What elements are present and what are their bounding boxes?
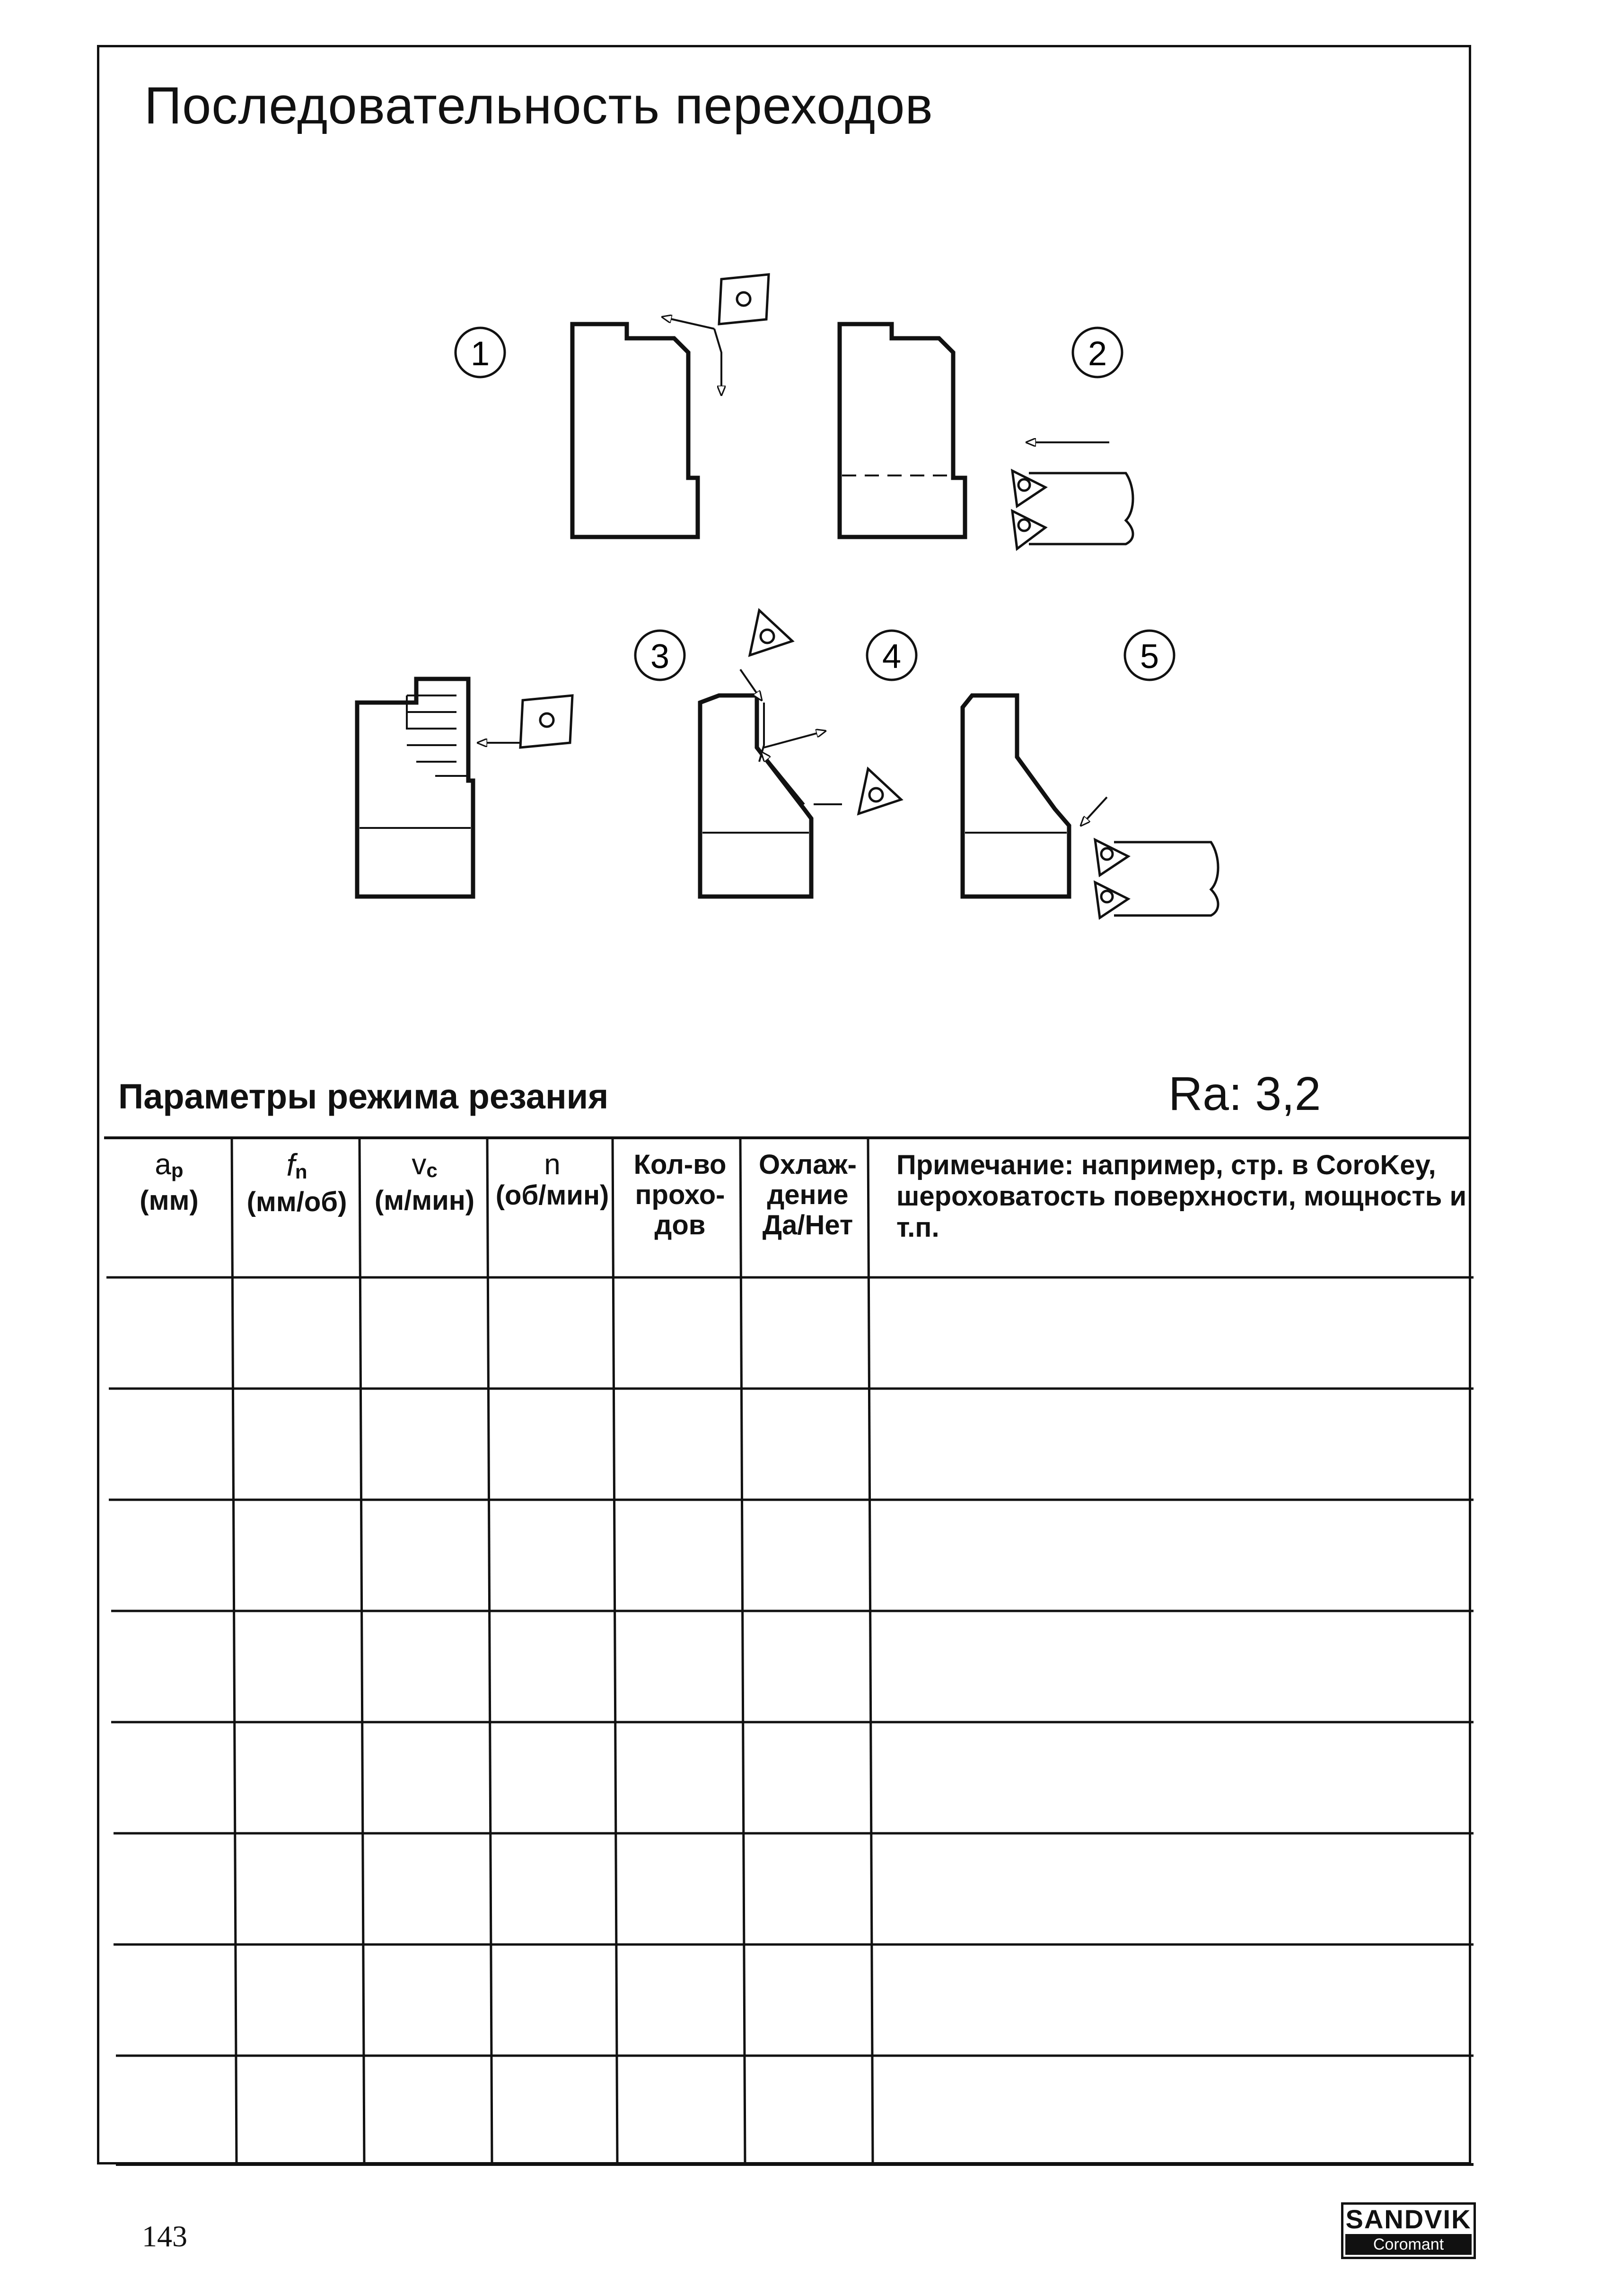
header-feed — [232, 1147, 362, 1217]
header-cutting-speed — [360, 1150, 490, 1216]
header-coolant — [743, 1150, 873, 1240]
header-coolant-line3: Да/Нет — [762, 1210, 853, 1240]
header-vc-unit: (м/мин) — [374, 1185, 475, 1216]
header-n-symbol: n — [544, 1148, 561, 1181]
ra-label: Ra — [1168, 1067, 1229, 1120]
logo-sub: Coromant — [1345, 2234, 1472, 2255]
header-fn-unit: (мм/об) — [246, 1187, 347, 1217]
page-title: Последовательность переходов — [144, 77, 933, 135]
header-coolant-line1: Охлаж- — [759, 1149, 857, 1180]
header-fn-sub: n — [295, 1161, 307, 1183]
logo-brand: SANDVIK — [1345, 2204, 1472, 2234]
step-3-number: 3 — [650, 638, 670, 676]
ra-number: : 3,2 — [1228, 1067, 1321, 1120]
header-ap-symbol: a — [155, 1148, 171, 1181]
sandvik-coromant-logo — [1341, 2202, 1476, 2259]
header-note: Примечание: например, стр. в CoroKey, шероховатость поверхности, мощность и т.п. — [896, 1150, 1467, 1243]
header-vc-sub: c — [426, 1159, 438, 1181]
cutting-parameters-title: Параметры режима резания — [118, 1077, 609, 1116]
header-passes — [615, 1150, 745, 1240]
header-ap-unit: (мм) — [140, 1185, 199, 1216]
header-coolant-line2: дение — [767, 1179, 849, 1210]
page-number: 143 — [142, 2219, 187, 2253]
header-n-unit: (об/мин) — [495, 1180, 609, 1211]
step-4-number: 4 — [882, 638, 902, 676]
step-2-number: 2 — [1088, 335, 1107, 373]
header-depth-of-cut — [104, 1150, 234, 1216]
header-spindle-speed — [487, 1150, 617, 1211]
header-passes-line3: дов — [654, 1210, 706, 1240]
step-1-number: 1 — [470, 335, 490, 373]
header-passes-line2: прохо- — [635, 1179, 725, 1210]
header-ap-sub: p — [171, 1159, 184, 1181]
header-passes-line1: Кол-во — [633, 1149, 727, 1180]
header-fn-symbol: f — [286, 1147, 295, 1182]
header-vc-symbol: v — [412, 1148, 427, 1181]
step-5-number: 5 — [1140, 638, 1159, 676]
